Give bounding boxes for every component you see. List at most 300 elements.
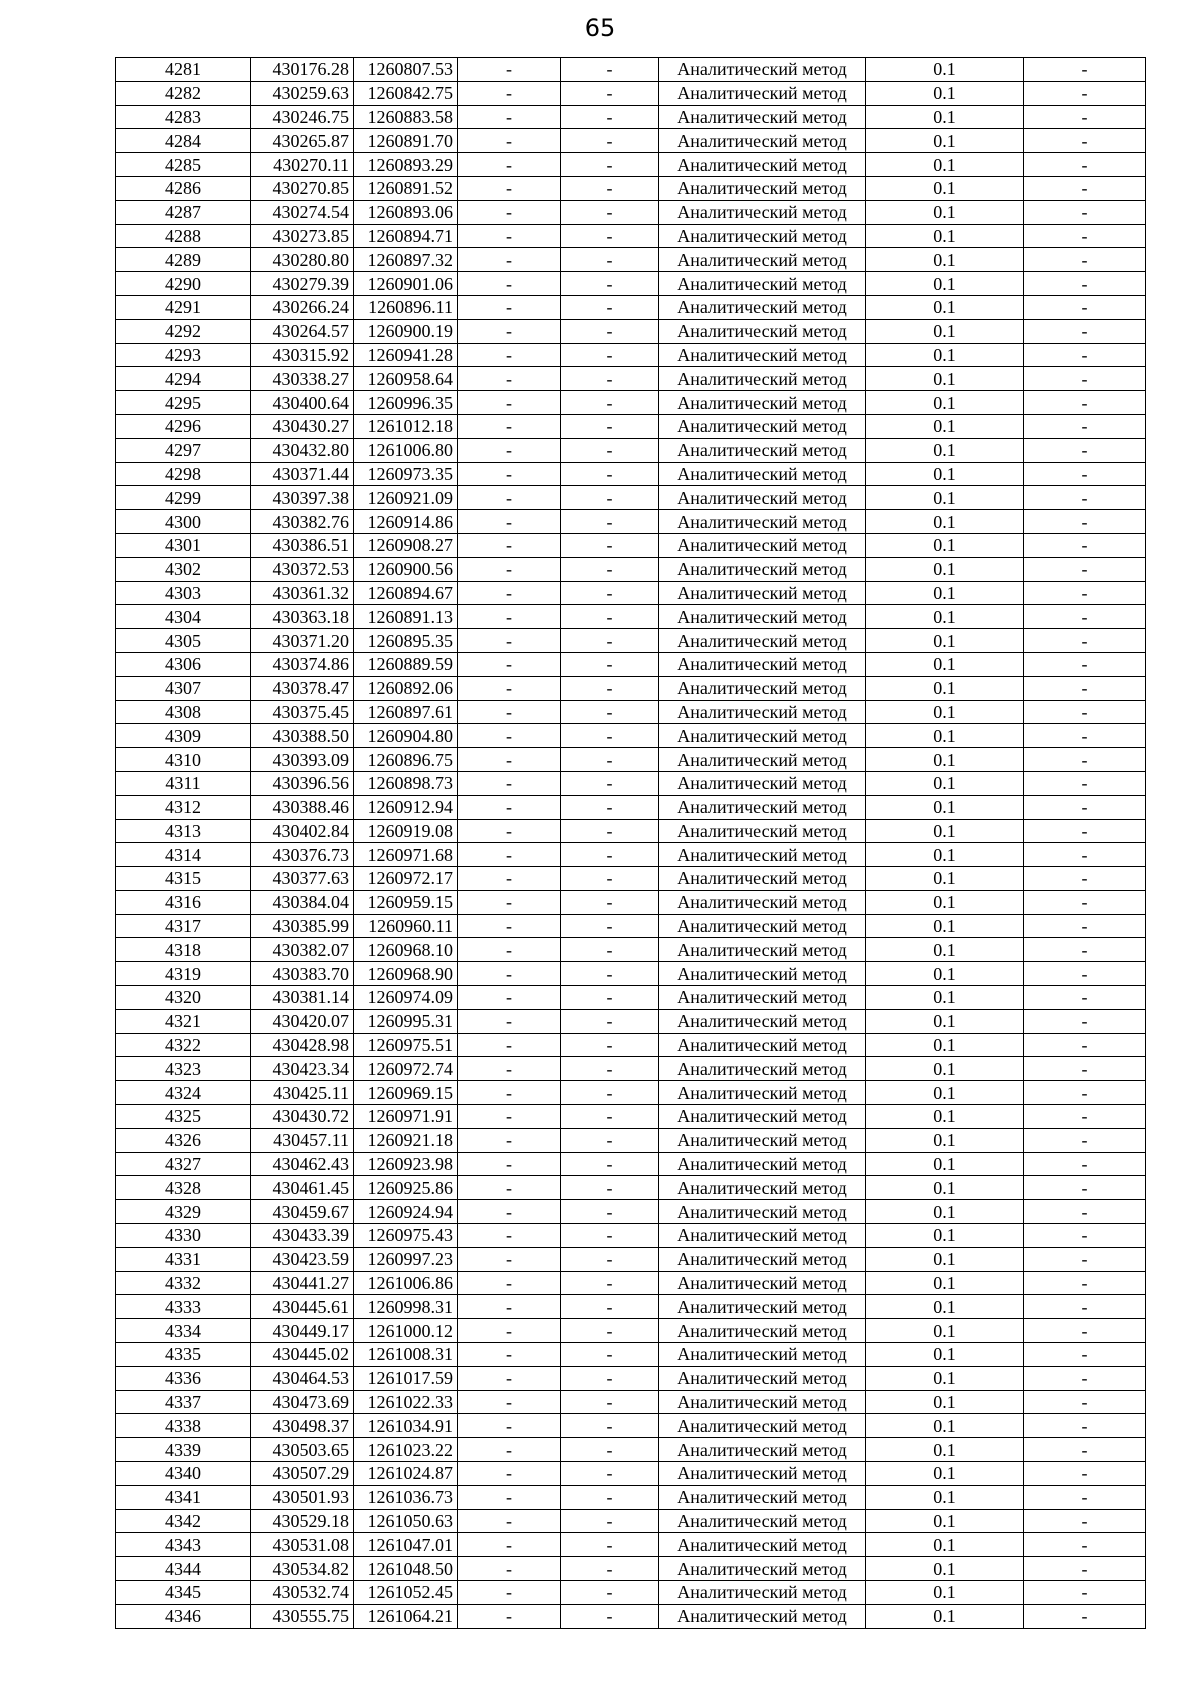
table-row (116, 676, 1146, 700)
cell-y-coordinate: 1261017.59 (354, 1366, 458, 1390)
cell-col-5: - (561, 486, 659, 510)
cell-method: Аналитический метод (659, 1462, 866, 1486)
cell-accuracy: 0.1 (866, 700, 1024, 724)
cell-x-coordinate: 430273.85 (251, 224, 354, 248)
table-row (116, 629, 1146, 653)
cell-method: Аналитический метод (659, 533, 866, 557)
cell-point-number: 4333 (116, 1295, 251, 1319)
cell-x-coordinate: 430382.76 (251, 510, 354, 534)
table-row (116, 1271, 1146, 1295)
cell-accuracy: 0.1 (866, 1033, 1024, 1057)
table-row (116, 1247, 1146, 1271)
cell-col-4: - (458, 1604, 561, 1628)
cell-y-coordinate: 1261008.31 (354, 1343, 458, 1367)
cell-point-number: 4283 (116, 105, 251, 129)
cell-y-coordinate: 1260895.35 (354, 629, 458, 653)
cell-method: Аналитический метод (659, 1105, 866, 1129)
cell-method: Аналитический метод (659, 176, 866, 200)
cell-accuracy: 0.1 (866, 557, 1024, 581)
cell-x-coordinate: 430529.18 (251, 1509, 354, 1533)
cell-point-number: 4285 (116, 153, 251, 177)
cell-accuracy: 0.1 (866, 414, 1024, 438)
cell-y-coordinate: 1260996.35 (354, 391, 458, 415)
cell-accuracy: 0.1 (866, 1414, 1024, 1438)
cell-method: Аналитический метод (659, 843, 866, 867)
cell-y-coordinate: 1260941.28 (354, 343, 458, 367)
cell-y-coordinate: 1260883.58 (354, 105, 458, 129)
cell-col-8: - (1024, 1009, 1146, 1033)
cell-col-5: - (561, 795, 659, 819)
cell-col-5: - (561, 1033, 659, 1057)
cell-point-number: 4310 (116, 748, 251, 772)
cell-x-coordinate: 430420.07 (251, 1009, 354, 1033)
cell-col-5: - (561, 1509, 659, 1533)
cell-col-5: - (561, 1366, 659, 1390)
cell-point-number: 4302 (116, 557, 251, 581)
cell-x-coordinate: 430441.27 (251, 1271, 354, 1295)
cell-col-5: - (561, 629, 659, 653)
table-row (116, 391, 1146, 415)
cell-col-5: - (561, 652, 659, 676)
cell-col-4: - (458, 1414, 561, 1438)
cell-point-number: 4311 (116, 771, 251, 795)
cell-col-5: - (561, 1462, 659, 1486)
cell-point-number: 4286 (116, 176, 251, 200)
cell-y-coordinate: 1260897.32 (354, 248, 458, 272)
cell-method: Аналитический метод (659, 1319, 866, 1343)
cell-col-5: - (561, 295, 659, 319)
cell-y-coordinate: 1260971.91 (354, 1105, 458, 1129)
table-row (116, 462, 1146, 486)
cell-method: Аналитический метод (659, 629, 866, 653)
cell-point-number: 4320 (116, 986, 251, 1010)
cell-col-5: - (561, 1604, 659, 1628)
cell-accuracy: 0.1 (866, 605, 1024, 629)
cell-x-coordinate: 430555.75 (251, 1604, 354, 1628)
cell-col-5: - (561, 748, 659, 772)
cell-point-number: 4323 (116, 1057, 251, 1081)
cell-point-number: 4303 (116, 581, 251, 605)
cell-point-number: 4321 (116, 1009, 251, 1033)
cell-accuracy: 0.1 (866, 1343, 1024, 1367)
cell-method: Аналитический метод (659, 343, 866, 367)
table-row (116, 843, 1146, 867)
table-row (116, 81, 1146, 105)
cell-x-coordinate: 430259.63 (251, 81, 354, 105)
cell-x-coordinate: 430361.32 (251, 581, 354, 605)
cell-col-8: - (1024, 343, 1146, 367)
cell-col-5: - (561, 533, 659, 557)
cell-col-5: - (561, 771, 659, 795)
cell-accuracy: 0.1 (866, 81, 1024, 105)
cell-y-coordinate: 1260995.31 (354, 1009, 458, 1033)
cell-accuracy: 0.1 (866, 438, 1024, 462)
cell-point-number: 4339 (116, 1438, 251, 1462)
cell-col-5: - (561, 1081, 659, 1105)
cell-col-4: - (458, 1438, 561, 1462)
table-row (116, 890, 1146, 914)
cell-col-4: - (458, 295, 561, 319)
cell-col-8: - (1024, 700, 1146, 724)
cell-col-4: - (458, 581, 561, 605)
cell-col-4: - (458, 1128, 561, 1152)
cell-accuracy: 0.1 (866, 129, 1024, 153)
cell-col-4: - (458, 1247, 561, 1271)
cell-method: Аналитический метод (659, 986, 866, 1010)
cell-col-5: - (561, 676, 659, 700)
cell-point-number: 4312 (116, 795, 251, 819)
cell-col-4: - (458, 676, 561, 700)
cell-accuracy: 0.1 (866, 581, 1024, 605)
cell-col-5: - (561, 819, 659, 843)
cell-accuracy: 0.1 (866, 1200, 1024, 1224)
cell-point-number: 4309 (116, 724, 251, 748)
cell-col-8: - (1024, 1057, 1146, 1081)
cell-accuracy: 0.1 (866, 1509, 1024, 1533)
cell-point-number: 4308 (116, 700, 251, 724)
cell-col-5: - (561, 700, 659, 724)
cell-col-5: - (561, 1224, 659, 1248)
cell-col-4: - (458, 391, 561, 415)
cell-point-number: 4307 (116, 676, 251, 700)
cell-x-coordinate: 430498.37 (251, 1414, 354, 1438)
cell-col-4: - (458, 81, 561, 105)
cell-y-coordinate: 1261047.01 (354, 1533, 458, 1557)
cell-y-coordinate: 1260921.18 (354, 1128, 458, 1152)
cell-col-5: - (561, 1247, 659, 1271)
table-row (116, 700, 1146, 724)
cell-x-coordinate: 430315.92 (251, 343, 354, 367)
cell-col-4: - (458, 700, 561, 724)
cell-method: Аналитический метод (659, 1057, 866, 1081)
cell-method: Аналитический метод (659, 1009, 866, 1033)
cell-y-coordinate: 1260975.51 (354, 1033, 458, 1057)
cell-y-coordinate: 1261022.33 (354, 1390, 458, 1414)
cell-col-8: - (1024, 795, 1146, 819)
cell-accuracy: 0.1 (866, 867, 1024, 891)
table-row (116, 533, 1146, 557)
cell-col-5: - (561, 962, 659, 986)
cell-method: Аналитический метод (659, 914, 866, 938)
table-row (116, 1295, 1146, 1319)
cell-x-coordinate: 430461.45 (251, 1176, 354, 1200)
cell-col-4: - (458, 105, 561, 129)
cell-x-coordinate: 430503.65 (251, 1438, 354, 1462)
cell-col-4: - (458, 986, 561, 1010)
cell-col-4: - (458, 890, 561, 914)
cell-x-coordinate: 430375.45 (251, 700, 354, 724)
table-row (116, 414, 1146, 438)
cell-col-5: - (561, 1200, 659, 1224)
cell-point-number: 4297 (116, 438, 251, 462)
cell-col-4: - (458, 605, 561, 629)
cell-point-number: 4296 (116, 414, 251, 438)
cell-point-number: 4305 (116, 629, 251, 653)
cell-col-8: - (1024, 1390, 1146, 1414)
cell-method: Аналитический метод (659, 1438, 866, 1462)
table-row (116, 129, 1146, 153)
cell-method: Аналитический метод (659, 272, 866, 296)
cell-col-4: - (458, 486, 561, 510)
cell-method: Аналитический метод (659, 676, 866, 700)
cell-col-4: - (458, 1224, 561, 1248)
cell-point-number: 4332 (116, 1271, 251, 1295)
cell-accuracy: 0.1 (866, 319, 1024, 343)
table-row (116, 295, 1146, 319)
cell-x-coordinate: 430457.11 (251, 1128, 354, 1152)
cell-col-5: - (561, 1557, 659, 1581)
cell-col-4: - (458, 1105, 561, 1129)
cell-x-coordinate: 430376.73 (251, 843, 354, 867)
cell-point-number: 4314 (116, 843, 251, 867)
cell-x-coordinate: 430382.07 (251, 938, 354, 962)
table-row (116, 795, 1146, 819)
cell-col-8: - (1024, 1438, 1146, 1462)
cell-col-4: - (458, 1319, 561, 1343)
cell-accuracy: 0.1 (866, 1438, 1024, 1462)
cell-x-coordinate: 430402.84 (251, 819, 354, 843)
cell-point-number: 4318 (116, 938, 251, 962)
cell-col-8: - (1024, 1557, 1146, 1581)
cell-col-5: - (561, 1533, 659, 1557)
table-row (116, 962, 1146, 986)
cell-x-coordinate: 430532.74 (251, 1581, 354, 1605)
cell-x-coordinate: 430372.53 (251, 557, 354, 581)
cell-col-8: - (1024, 224, 1146, 248)
cell-accuracy: 0.1 (866, 58, 1024, 82)
cell-x-coordinate: 430388.50 (251, 724, 354, 748)
cell-accuracy: 0.1 (866, 1081, 1024, 1105)
cell-col-5: - (561, 81, 659, 105)
cell-col-5: - (561, 1271, 659, 1295)
cell-col-5: - (561, 843, 659, 867)
cell-x-coordinate: 430274.54 (251, 200, 354, 224)
cell-x-coordinate: 430388.46 (251, 795, 354, 819)
cell-col-4: - (458, 510, 561, 534)
cell-point-number: 4326 (116, 1128, 251, 1152)
cell-col-4: - (458, 1390, 561, 1414)
cell-y-coordinate: 1260807.53 (354, 58, 458, 82)
cell-col-8: - (1024, 391, 1146, 415)
table-row (116, 1128, 1146, 1152)
cell-point-number: 4345 (116, 1581, 251, 1605)
cell-method: Аналитический метод (659, 1128, 866, 1152)
cell-accuracy: 0.1 (866, 200, 1024, 224)
cell-col-8: - (1024, 367, 1146, 391)
table-row (116, 1057, 1146, 1081)
cell-accuracy: 0.1 (866, 1485, 1024, 1509)
cell-col-5: - (561, 914, 659, 938)
cell-accuracy: 0.1 (866, 533, 1024, 557)
cell-col-4: - (458, 771, 561, 795)
cell-method: Аналитический метод (659, 962, 866, 986)
cell-method: Аналитический метод (659, 58, 866, 82)
cell-method: Аналитический метод (659, 510, 866, 534)
cell-method: Аналитический метод (659, 414, 866, 438)
cell-y-coordinate: 1260971.68 (354, 843, 458, 867)
cell-accuracy: 0.1 (866, 843, 1024, 867)
cell-col-5: - (561, 938, 659, 962)
cell-col-4: - (458, 414, 561, 438)
cell-x-coordinate: 430270.11 (251, 153, 354, 177)
cell-x-coordinate: 430459.67 (251, 1200, 354, 1224)
cell-col-8: - (1024, 486, 1146, 510)
table-row (116, 1557, 1146, 1581)
cell-method: Аналитический метод (659, 1414, 866, 1438)
cell-col-8: - (1024, 438, 1146, 462)
cell-col-5: - (561, 557, 659, 581)
cell-accuracy: 0.1 (866, 629, 1024, 653)
cell-point-number: 4341 (116, 1485, 251, 1509)
cell-y-coordinate: 1260919.08 (354, 819, 458, 843)
cell-accuracy: 0.1 (866, 1319, 1024, 1343)
cell-col-4: - (458, 652, 561, 676)
cell-col-4: - (458, 914, 561, 938)
cell-point-number: 4313 (116, 819, 251, 843)
cell-accuracy: 0.1 (866, 938, 1024, 962)
cell-point-number: 4319 (116, 962, 251, 986)
cell-col-4: - (458, 1581, 561, 1605)
cell-method: Аналитический метод (659, 1081, 866, 1105)
cell-x-coordinate: 430265.87 (251, 129, 354, 153)
cell-col-8: - (1024, 819, 1146, 843)
table-row (116, 1533, 1146, 1557)
cell-accuracy: 0.1 (866, 343, 1024, 367)
cell-col-5: - (561, 224, 659, 248)
cell-x-coordinate: 430385.99 (251, 914, 354, 938)
cell-x-coordinate: 430464.53 (251, 1366, 354, 1390)
page-number: 65 (584, 14, 616, 42)
cell-x-coordinate: 430396.56 (251, 771, 354, 795)
cell-method: Аналитический метод (659, 1271, 866, 1295)
cell-y-coordinate: 1260897.61 (354, 700, 458, 724)
cell-col-5: - (561, 153, 659, 177)
cell-col-4: - (458, 58, 561, 82)
cell-y-coordinate: 1260959.15 (354, 890, 458, 914)
cell-col-5: - (561, 986, 659, 1010)
cell-col-8: - (1024, 105, 1146, 129)
cell-accuracy: 0.1 (866, 486, 1024, 510)
cell-point-number: 4340 (116, 1462, 251, 1486)
cell-x-coordinate: 430531.08 (251, 1533, 354, 1557)
cell-col-5: - (561, 367, 659, 391)
cell-point-number: 4292 (116, 319, 251, 343)
cell-x-coordinate: 430462.43 (251, 1152, 354, 1176)
table-row (116, 1438, 1146, 1462)
cell-y-coordinate: 1261006.86 (354, 1271, 458, 1295)
cell-col-4: - (458, 1033, 561, 1057)
cell-method: Аналитический метод (659, 1604, 866, 1628)
table-row (116, 986, 1146, 1010)
table-row (116, 938, 1146, 962)
cell-col-5: - (561, 1176, 659, 1200)
cell-col-8: - (1024, 867, 1146, 891)
cell-col-8: - (1024, 1033, 1146, 1057)
cell-method: Аналитический метод (659, 200, 866, 224)
cell-method: Аналитический метод (659, 462, 866, 486)
cell-col-4: - (458, 748, 561, 772)
cell-method: Аналитический метод (659, 1295, 866, 1319)
cell-col-8: - (1024, 1366, 1146, 1390)
cell-y-coordinate: 1260891.70 (354, 129, 458, 153)
cell-col-5: - (561, 391, 659, 415)
cell-col-4: - (458, 867, 561, 891)
cell-method: Аналитический метод (659, 438, 866, 462)
cell-col-4: - (458, 224, 561, 248)
cell-y-coordinate: 1260923.98 (354, 1152, 458, 1176)
cell-col-4: - (458, 319, 561, 343)
cell-col-8: - (1024, 533, 1146, 557)
cell-col-4: - (458, 1152, 561, 1176)
cell-col-4: - (458, 153, 561, 177)
cell-col-5: - (561, 58, 659, 82)
table-row (116, 486, 1146, 510)
cell-col-4: - (458, 962, 561, 986)
cell-col-5: - (561, 319, 659, 343)
cell-col-8: - (1024, 1295, 1146, 1319)
cell-y-coordinate: 1261048.50 (354, 1557, 458, 1581)
cell-point-number: 4322 (116, 1033, 251, 1057)
cell-col-5: - (561, 1390, 659, 1414)
cell-method: Аналитический метод (659, 771, 866, 795)
cell-accuracy: 0.1 (866, 1224, 1024, 1248)
cell-accuracy: 0.1 (866, 153, 1024, 177)
cell-col-8: - (1024, 1176, 1146, 1200)
table-row (116, 1509, 1146, 1533)
cell-col-4: - (458, 343, 561, 367)
cell-point-number: 4329 (116, 1200, 251, 1224)
cell-col-4: - (458, 629, 561, 653)
cell-col-8: - (1024, 153, 1146, 177)
cell-col-5: - (561, 1438, 659, 1462)
cell-accuracy: 0.1 (866, 1128, 1024, 1152)
table-row (116, 176, 1146, 200)
cell-point-number: 4325 (116, 1105, 251, 1129)
cell-col-5: - (561, 1343, 659, 1367)
cell-method: Аналитический метод (659, 652, 866, 676)
cell-col-4: - (458, 1081, 561, 1105)
cell-y-coordinate: 1260969.15 (354, 1081, 458, 1105)
cell-accuracy: 0.1 (866, 1366, 1024, 1390)
cell-x-coordinate: 430378.47 (251, 676, 354, 700)
cell-y-coordinate: 1260960.11 (354, 914, 458, 938)
cell-accuracy: 0.1 (866, 367, 1024, 391)
cell-y-coordinate: 1260904.80 (354, 724, 458, 748)
cell-y-coordinate: 1260900.56 (354, 557, 458, 581)
cell-x-coordinate: 430445.61 (251, 1295, 354, 1319)
cell-method: Аналитический метод (659, 248, 866, 272)
table-row (116, 343, 1146, 367)
cell-y-coordinate: 1261034.91 (354, 1414, 458, 1438)
cell-col-5: - (561, 1128, 659, 1152)
cell-point-number: 4316 (116, 890, 251, 914)
table-row (116, 914, 1146, 938)
cell-col-5: - (561, 1319, 659, 1343)
cell-y-coordinate: 1260889.59 (354, 652, 458, 676)
cell-x-coordinate: 430423.59 (251, 1247, 354, 1271)
cell-col-8: - (1024, 724, 1146, 748)
table-row (116, 1462, 1146, 1486)
cell-method: Аналитический метод (659, 1390, 866, 1414)
cell-y-coordinate: 1260972.17 (354, 867, 458, 891)
cell-col-8: - (1024, 986, 1146, 1010)
cell-col-4: - (458, 1200, 561, 1224)
cell-accuracy: 0.1 (866, 1271, 1024, 1295)
cell-x-coordinate: 430534.82 (251, 1557, 354, 1581)
cell-col-5: - (561, 1057, 659, 1081)
cell-col-8: - (1024, 771, 1146, 795)
cell-method: Аналитический метод (659, 319, 866, 343)
